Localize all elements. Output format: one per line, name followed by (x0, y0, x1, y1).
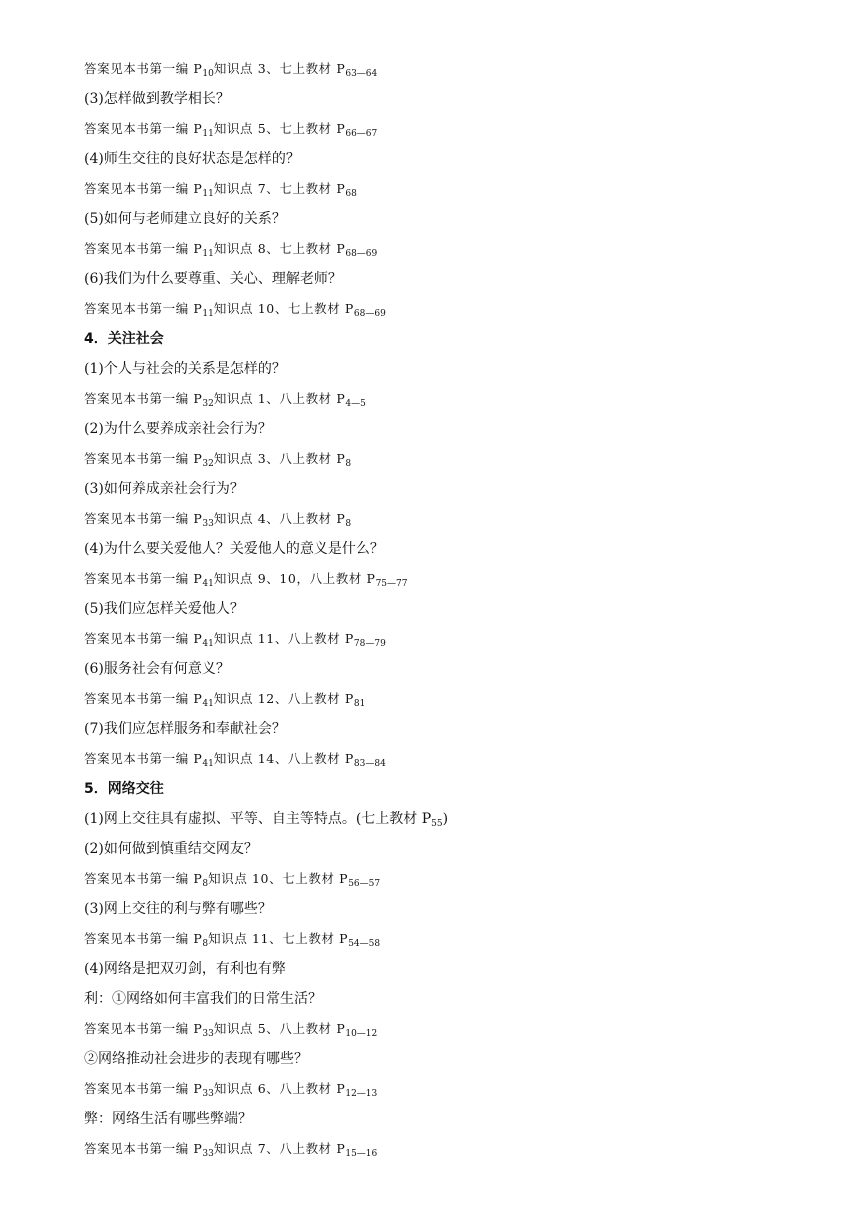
line-text: (3)如何养成亲社会行为？ (84, 481, 244, 497)
line-text: (5)我们应怎样关爱他人？ (84, 601, 244, 617)
page-subscript: 10 (202, 69, 214, 79)
question-line (84, 1109, 252, 1129)
page-subscript: 8 (345, 459, 352, 469)
page-subscript: 54—58 (348, 939, 381, 949)
line-text: 答案见本书第一编 P (84, 511, 203, 526)
page-subscript: 32 (202, 399, 214, 409)
line-text: 知识点 12、八上教材 P (213, 691, 354, 706)
page-subscript: 33 (202, 1149, 214, 1159)
answer-reference-line (84, 119, 377, 144)
question-line (84, 659, 230, 679)
page-subscript: 15—16 (345, 1149, 378, 1159)
line-text: 答案见本书第一编 P (84, 1141, 203, 1156)
page-subscript: 11 (202, 129, 214, 139)
page-subscript: 8 (345, 519, 352, 529)
question-line (84, 1049, 308, 1069)
answer-reference-line (84, 509, 351, 534)
answer-reference-line (84, 299, 386, 324)
line-text: 知识点 11、七上教材 P (208, 931, 349, 946)
page-subscript: 33 (202, 1029, 214, 1039)
page-subscript: 83—84 (353, 759, 386, 769)
page-subscript: 75—77 (375, 579, 408, 589)
line-text: 知识点 7、八上教材 P (213, 1141, 346, 1156)
line-text: 答案见本书第一编 P (84, 751, 203, 766)
page-subscript: 33 (202, 1089, 214, 1099)
page-subscript: 12—13 (345, 1089, 378, 1099)
question-line (84, 269, 342, 289)
line-text: ) (442, 811, 449, 827)
answer-reference-line (84, 689, 365, 714)
page-subscript: 78—79 (353, 639, 386, 649)
page-subscript: 63—64 (345, 69, 378, 79)
line-text: 知识点 14、八上教材 P (213, 751, 354, 766)
line-text: 知识点 1、八上教材 P (213, 391, 346, 406)
question-line (84, 539, 384, 559)
line-text: 知识点 8、七上教材 P (213, 241, 346, 256)
question-line (84, 839, 258, 859)
line-text: 答案见本书第一编 P (84, 301, 203, 316)
answer-reference-line (84, 59, 377, 84)
page-subscript: 8 (202, 939, 209, 949)
line-text: 知识点 4、八上教材 P (213, 511, 346, 526)
line-text: 答案见本书第一编 P (84, 631, 203, 646)
page-subscript: 11 (202, 249, 214, 259)
line-text: 知识点 7、七上教材 P (213, 181, 346, 196)
line-text: (1)个人与社会的关系是怎样的？ (84, 361, 286, 377)
line-text: 知识点 6、八上教材 P (213, 1081, 346, 1096)
question-line (84, 479, 244, 499)
answer-reference-line (84, 749, 386, 774)
line-text: (4)师生交往的良好状态是怎样的？ (84, 151, 300, 167)
line-text: (3)网上交往的利与弊有哪些？ (84, 901, 272, 917)
line-text: 答案见本书第一编 P (84, 691, 203, 706)
page-subscript: 41 (202, 759, 214, 769)
line-text: (4)为什么要关爱他人？关爱他人的意义是什么？ (84, 541, 384, 557)
line-text: 弊：网络生活有哪些弊端？ (84, 1111, 252, 1127)
line-text: 答案见本书第一编 P (84, 571, 203, 586)
page-subscript: 66—67 (345, 129, 378, 139)
answer-reference-line (84, 869, 380, 894)
line-text: 知识点 11、八上教材 P (213, 631, 354, 646)
question-line (84, 899, 272, 919)
line-text: (4)网络是把双刃剑，有利也有弊 (84, 961, 286, 977)
line-text: 答案见本书第一编 P (84, 931, 203, 946)
question-line (84, 89, 230, 109)
line-text: (6)服务社会有何意义？ (84, 661, 230, 677)
line-text: 答案见本书第一编 P (84, 61, 203, 76)
line-text: 知识点 3、八上教材 P (213, 451, 346, 466)
line-text: 知识点 3、七上教材 P (213, 61, 346, 76)
question-line (84, 719, 286, 739)
page-subscript: 41 (202, 639, 214, 649)
answer-reference-line (84, 1079, 377, 1104)
page-subscript: 8 (202, 879, 209, 889)
line-text: 知识点 5、七上教材 P (213, 121, 346, 136)
line-text: 答案见本书第一编 P (84, 121, 203, 136)
line-text: 4．关注社会 (84, 331, 164, 347)
page-subscript: 33 (202, 519, 214, 529)
line-text: (3)怎样做到教学相长？ (84, 91, 230, 107)
page-subscript: 81 (353, 699, 366, 709)
question-line (84, 959, 286, 979)
page-subscript: 68—69 (353, 309, 386, 319)
answer-reference-line (84, 1019, 377, 1044)
line-text: 知识点 10、七上教材 P (213, 301, 354, 316)
answer-reference-line (84, 929, 380, 954)
question-line (84, 419, 272, 439)
page-subscript: 56—57 (348, 879, 381, 889)
line-text: 知识点 9、10，八上教材 P (213, 571, 376, 586)
page-subscript: 41 (202, 579, 214, 589)
line-text: 答案见本书第一编 P (84, 451, 203, 466)
page-subscript: 10—12 (345, 1029, 378, 1039)
question-line (84, 359, 286, 379)
answer-reference-line (84, 449, 351, 474)
question-line (84, 989, 322, 1009)
page-subscript: 68 (345, 189, 357, 199)
answer-reference-line (84, 629, 386, 654)
page-subscript: 41 (202, 699, 214, 709)
line-text: ②网络推动社会进步的表现有哪些？ (84, 1051, 308, 1067)
line-text: 答案见本书第一编 P (84, 391, 203, 406)
answer-reference-line (84, 239, 377, 264)
line-text: 答案见本书第一编 P (84, 1021, 203, 1036)
line-text: (1)网上交往具有虚拟、平等、自主等特点。(七上教材 P (84, 811, 432, 827)
line-text: (6)我们为什么要尊重、关心、理解老师？ (84, 271, 342, 287)
question-line (84, 809, 448, 834)
answer-reference-line (84, 179, 357, 204)
page-subscript: 32 (202, 459, 214, 469)
line-text: 答案见本书第一编 P (84, 241, 203, 256)
line-text: 答案见本书第一编 P (84, 181, 203, 196)
line-text: (2)为什么要养成亲社会行为？ (84, 421, 272, 437)
line-text: 利：①网络如何丰富我们的日常生活？ (84, 991, 322, 1007)
page-subscript: 68—69 (345, 249, 378, 259)
page-subscript: 4—5 (345, 399, 366, 409)
answer-reference-line (84, 389, 366, 414)
answer-reference-line (84, 1139, 377, 1164)
question-line (84, 599, 244, 619)
line-text: 答案见本书第一编 P (84, 871, 203, 886)
answer-reference-line (84, 569, 407, 594)
page-subscript: 55 (431, 819, 443, 829)
line-text: 知识点 10、七上教材 P (208, 871, 349, 886)
section-heading (84, 779, 164, 799)
page-subscript: 11 (202, 189, 214, 199)
line-text: 5．网络交往 (84, 781, 164, 797)
question-line (84, 149, 300, 169)
line-text: (5)如何与老师建立良好的关系？ (84, 211, 286, 227)
line-text: 答案见本书第一编 P (84, 1081, 203, 1096)
question-line (84, 209, 286, 229)
line-text: (7)我们应怎样服务和奉献社会？ (84, 721, 286, 737)
line-text: (2)如何做到慎重结交网友？ (84, 841, 258, 857)
page-subscript: 11 (202, 309, 214, 319)
section-heading (84, 329, 164, 349)
line-text: 知识点 5、八上教材 P (213, 1021, 346, 1036)
